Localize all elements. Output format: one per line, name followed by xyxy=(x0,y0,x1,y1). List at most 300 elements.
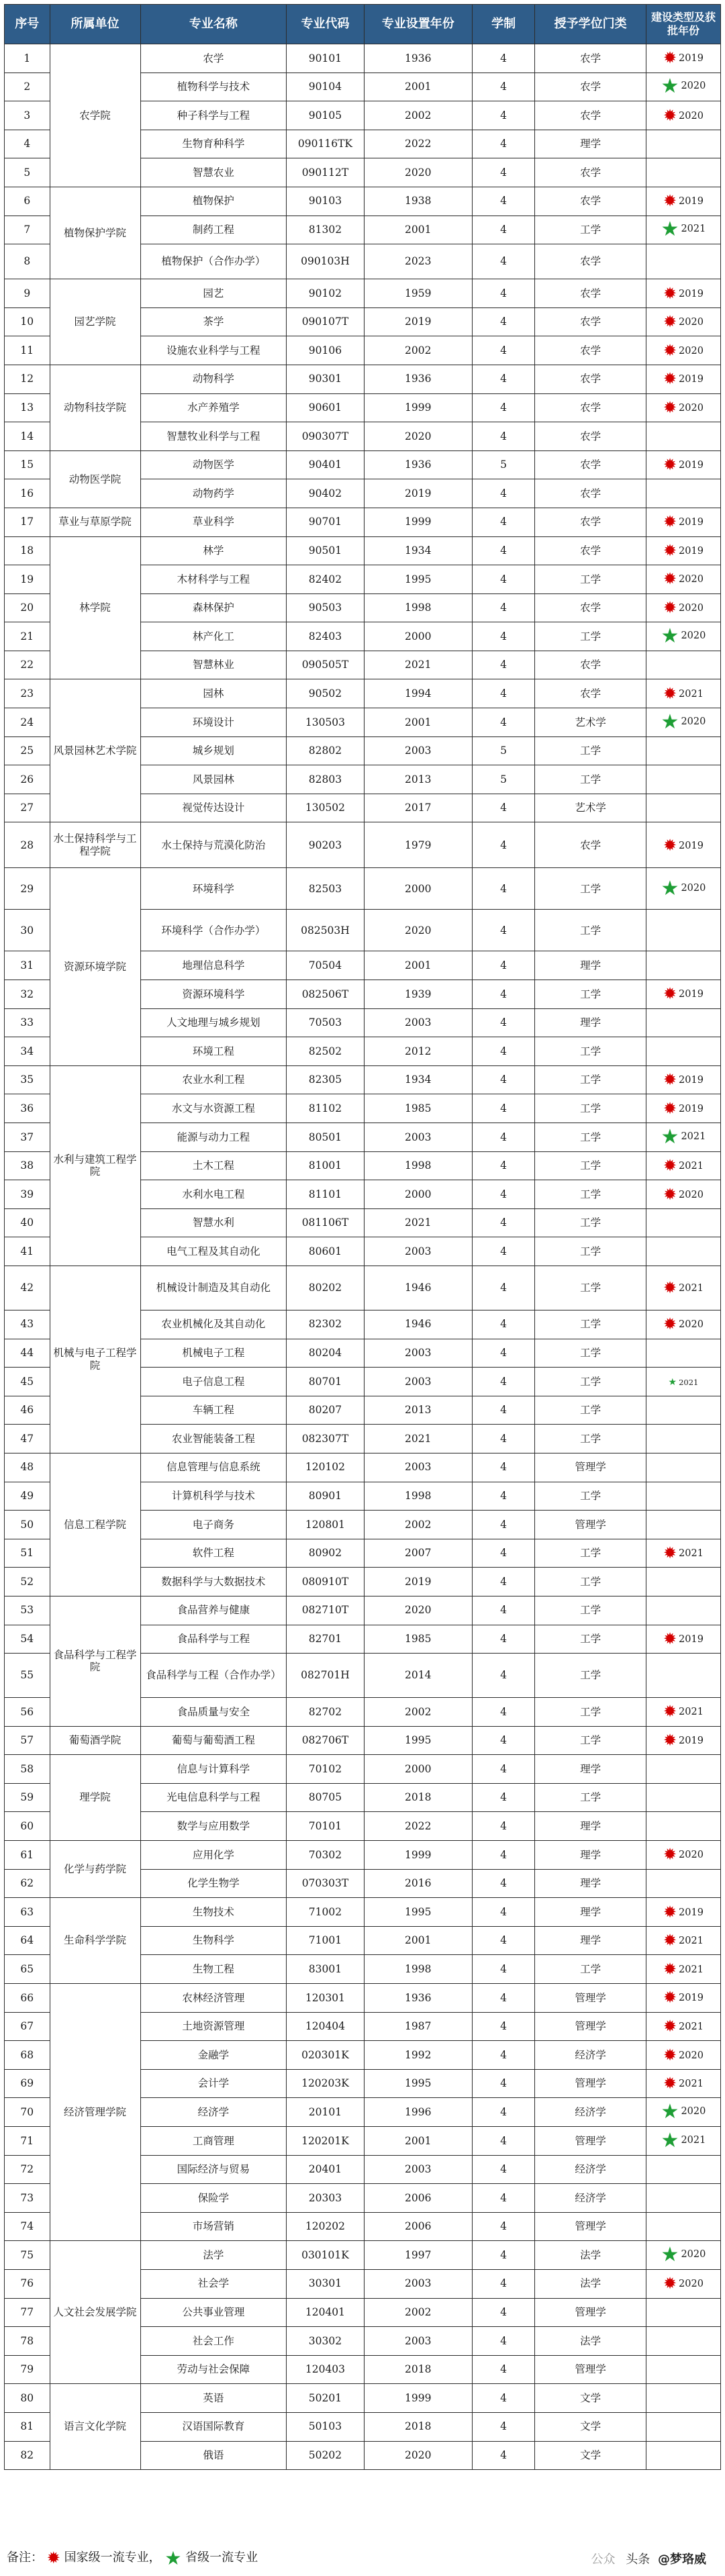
award-year: 2021 xyxy=(679,1548,704,1560)
watermark-text-c: @梦珞威 xyxy=(658,2553,706,2567)
cell-award xyxy=(646,2241,720,2270)
cell-degree: 工学 xyxy=(535,1568,646,1596)
cell-seq: 18 xyxy=(5,536,50,565)
cell-duration: 4 xyxy=(472,2041,535,2070)
cell-award xyxy=(646,794,720,822)
cell-code: 50103 xyxy=(287,2412,364,2441)
cell-award xyxy=(646,736,720,765)
cell-code: 80901 xyxy=(287,1482,364,1511)
cell-major: 信息管理与信息系统 xyxy=(140,1453,287,1482)
cell-year: 2002 xyxy=(364,336,472,365)
cell-award xyxy=(646,1511,720,1539)
cell-award xyxy=(646,393,720,422)
cell-award xyxy=(646,1596,720,1625)
cell-degree: 工学 xyxy=(535,1783,646,1812)
cell-year: 2003 xyxy=(364,1008,472,1037)
cell-award xyxy=(646,1841,720,1870)
cell-year: 1998 xyxy=(364,1151,472,1180)
cell-major: 土地资源管理 xyxy=(140,2012,287,2041)
cell-major: 食品质量与安全 xyxy=(140,1698,287,1727)
cell-award xyxy=(646,980,720,1009)
cell-award xyxy=(646,1396,720,1425)
cell-major: 软件工程 xyxy=(140,1539,287,1568)
cell-seq: 32 xyxy=(5,980,50,1009)
cell-duration: 4 xyxy=(472,679,535,708)
cell-major: 林学 xyxy=(140,536,287,565)
red-asterisk-star-icon: ✹ xyxy=(663,598,677,618)
award-year: 2019 xyxy=(679,196,704,207)
cell-major: 环境工程 xyxy=(140,1037,287,1066)
award-year: 2020 xyxy=(679,402,704,414)
cell-code: 020301K xyxy=(287,2041,364,2070)
cell-degree: 工学 xyxy=(535,1368,646,1396)
red-asterisk-star-icon: ✹ xyxy=(46,2548,60,2567)
cell-duration: 4 xyxy=(472,1266,535,1310)
cell-award xyxy=(646,1339,720,1368)
cell-code: 81101 xyxy=(287,1180,364,1209)
cell-degree: 工学 xyxy=(535,910,646,951)
cell-seq: 50 xyxy=(5,1511,50,1539)
award-year: 2020 xyxy=(679,110,704,122)
cell-award xyxy=(646,187,720,216)
cell-award xyxy=(646,1726,720,1755)
green-star-icon: ★ xyxy=(661,1125,679,1149)
cell-duration: 4 xyxy=(472,910,535,951)
cell-duration: 4 xyxy=(472,101,535,130)
cell-duration: 4 xyxy=(472,1511,535,1539)
cell-unit: 水土保持科学与工程学院 xyxy=(50,822,140,868)
cell-seq: 23 xyxy=(5,679,50,708)
red-asterisk-star-icon: ✹ xyxy=(663,1278,677,1298)
cell-major: 农业智能装备工程 xyxy=(140,1425,287,1453)
cell-duration: 4 xyxy=(472,336,535,365)
cell-duration: 4 xyxy=(472,73,535,101)
cell-award xyxy=(646,1869,720,1898)
green-star-icon: ★ xyxy=(661,710,679,734)
cell-major: 机械设计制造及其自动化 xyxy=(140,1266,287,1310)
table-row xyxy=(5,868,721,910)
cell-duration: 4 xyxy=(472,2269,535,2298)
cell-year: 1936 xyxy=(364,365,472,393)
watermark xyxy=(591,2548,706,2571)
cell-award xyxy=(646,1812,720,1841)
cell-major: 机械电子工程 xyxy=(140,1339,287,1368)
red-asterisk-star-icon: ✹ xyxy=(663,397,677,417)
cell-duration: 4 xyxy=(472,951,535,980)
cell-seq: 52 xyxy=(5,1568,50,1596)
cell-seq: 81 xyxy=(5,2412,50,2441)
award-year: 2020 xyxy=(679,1189,704,1200)
cell-degree: 工学 xyxy=(535,622,646,651)
cell-degree: 工学 xyxy=(535,1123,646,1152)
cell-seq: 69 xyxy=(5,2069,50,2098)
cell-year: 2018 xyxy=(364,1783,472,1812)
red-asterisk-star-icon: ✹ xyxy=(663,1070,677,1090)
cell-code: 081106T xyxy=(287,1208,364,1237)
cell-duration: 4 xyxy=(472,1482,535,1511)
cell-year: 1936 xyxy=(364,44,472,73)
cell-seq: 77 xyxy=(5,2298,50,2327)
cell-year: 1936 xyxy=(364,1984,472,2013)
cell-seq: 51 xyxy=(5,1539,50,1568)
cell-degree: 管理学 xyxy=(535,2298,646,2327)
cell-seq: 34 xyxy=(5,1037,50,1066)
cell-award xyxy=(646,1094,720,1123)
cell-code: 90502 xyxy=(287,679,364,708)
table-row xyxy=(5,1841,721,1870)
cell-seq: 29 xyxy=(5,868,50,910)
cell-degree: 工学 xyxy=(535,1698,646,1727)
award-year: 2021 xyxy=(681,1131,706,1142)
header-code: 专业代码 xyxy=(287,5,364,44)
cell-major: 设施农业科学与工程 xyxy=(140,336,287,365)
cell-degree: 管理学 xyxy=(535,1984,646,2013)
header-award: 建设类型及获批年份 xyxy=(646,5,720,44)
cell-code: 90402 xyxy=(287,479,364,508)
cell-year: 2002 xyxy=(364,1698,472,1727)
table-row xyxy=(5,1596,721,1625)
award-year: 2019 xyxy=(679,288,704,299)
cell-award xyxy=(646,1065,720,1094)
cell-duration: 4 xyxy=(472,2155,535,2184)
cell-duration: 4 xyxy=(472,1151,535,1180)
cell-duration: 4 xyxy=(472,794,535,822)
cell-code: 70102 xyxy=(287,1755,364,1784)
cell-degree: 农学 xyxy=(535,158,646,187)
cell-unit: 农学院 xyxy=(50,44,140,187)
cell-duration: 4 xyxy=(472,536,535,565)
cell-code: 80902 xyxy=(287,1539,364,1568)
cell-major: 植物保护 xyxy=(140,187,287,216)
cell-major: 电气工程及其自动化 xyxy=(140,1237,287,1266)
cell-code: 71001 xyxy=(287,1926,364,1955)
cell-unit: 信息工程学院 xyxy=(50,1453,140,1596)
cell-major: 风景园林 xyxy=(140,765,287,794)
cell-major: 农业机械化及其自动化 xyxy=(140,1310,287,1339)
cell-duration: 4 xyxy=(472,1453,535,1482)
cell-major: 经济学 xyxy=(140,2098,287,2127)
cell-year: 1985 xyxy=(364,1094,472,1123)
green-star-icon: ★ xyxy=(668,1376,677,1388)
cell-major: 劳动与社会保障 xyxy=(140,2355,287,2384)
cell-award xyxy=(646,2327,720,2356)
cell-major: 土木工程 xyxy=(140,1151,287,1180)
cell-award xyxy=(646,708,720,737)
cell-seq: 75 xyxy=(5,2241,50,2270)
cell-major: 园艺 xyxy=(140,279,287,308)
cell-code: 120401 xyxy=(287,2298,364,2327)
cell-year: 1998 xyxy=(364,593,472,622)
cell-year: 1946 xyxy=(364,1310,472,1339)
cell-year: 2020 xyxy=(364,910,472,951)
cell-code: 71002 xyxy=(287,1898,364,1927)
cell-degree: 工学 xyxy=(535,1208,646,1237)
cell-year: 2018 xyxy=(364,2355,472,2384)
cell-code: 80202 xyxy=(287,1266,364,1310)
red-asterisk-star-icon: ✹ xyxy=(663,540,677,560)
cell-degree: 经济学 xyxy=(535,2041,646,2070)
red-asterisk-star-icon: ✹ xyxy=(663,312,677,332)
cell-duration: 4 xyxy=(472,1625,535,1654)
cell-award xyxy=(646,307,720,336)
cell-seq: 42 xyxy=(5,1266,50,1310)
cell-award xyxy=(646,868,720,910)
header-unit: 所属单位 xyxy=(50,5,140,44)
cell-unit: 食品科学与工程学院 xyxy=(50,1596,140,1726)
red-asterisk-star-icon: ✹ xyxy=(663,1543,677,1563)
cell-duration: 4 xyxy=(472,1310,535,1339)
cell-year: 1995 xyxy=(364,565,472,594)
cell-duration: 4 xyxy=(472,1568,535,1596)
cell-major: 环境设计 xyxy=(140,708,287,737)
award-year: 2019 xyxy=(679,517,704,528)
cell-degree: 农学 xyxy=(535,651,646,679)
cell-award xyxy=(646,130,720,158)
cell-seq: 27 xyxy=(5,794,50,822)
cell-code: 090116TK xyxy=(287,130,364,158)
cell-duration: 4 xyxy=(472,2412,535,2441)
table-row xyxy=(5,450,721,479)
cell-duration: 4 xyxy=(472,1425,535,1453)
cell-degree: 工学 xyxy=(535,1237,646,1266)
cell-code: 90301 xyxy=(287,365,364,393)
footer-green-label: 省级一流专业 xyxy=(185,2550,258,2565)
cell-major: 资源环境科学 xyxy=(140,980,287,1009)
cell-seq: 55 xyxy=(5,1654,50,1698)
cell-award xyxy=(646,1539,720,1568)
cell-duration: 4 xyxy=(472,1869,535,1898)
cell-award xyxy=(646,951,720,980)
cell-duration: 4 xyxy=(472,2441,535,2470)
award-year: 2020 xyxy=(681,630,706,642)
cell-seq: 6 xyxy=(5,187,50,216)
award-year: 2020 xyxy=(679,345,704,356)
cell-year: 2013 xyxy=(364,765,472,794)
award-year: 2021 xyxy=(679,1964,704,1975)
cell-code: 70101 xyxy=(287,1812,364,1841)
red-asterisk-star-icon: ✹ xyxy=(663,1959,677,1978)
cell-seq: 16 xyxy=(5,479,50,508)
cell-duration: 4 xyxy=(472,279,535,308)
cell-year: 2022 xyxy=(364,130,472,158)
cell-seq: 4 xyxy=(5,130,50,158)
cell-code: 82302 xyxy=(287,1310,364,1339)
cell-duration: 4 xyxy=(472,44,535,73)
cell-duration: 4 xyxy=(472,622,535,651)
cell-seq: 78 xyxy=(5,2327,50,2356)
cell-award xyxy=(646,2355,720,2384)
cell-award xyxy=(646,1237,720,1266)
award-year: 2021 xyxy=(679,1936,704,1947)
cell-award xyxy=(646,1368,720,1396)
cell-major: 汉语国际教育 xyxy=(140,2412,287,2441)
cell-year: 1934 xyxy=(364,536,472,565)
cell-degree: 农学 xyxy=(535,508,646,536)
cell-seq: 37 xyxy=(5,1123,50,1152)
cell-year: 2001 xyxy=(364,73,472,101)
watermark-text-a: 公众 xyxy=(591,2553,616,2567)
cell-degree: 工学 xyxy=(535,1151,646,1180)
cell-seq: 2 xyxy=(5,73,50,101)
cell-year: 2002 xyxy=(364,101,472,130)
cell-major: 葡萄与葡萄酒工程 xyxy=(140,1726,287,1755)
cell-duration: 4 xyxy=(472,365,535,393)
award-year: 2020 xyxy=(681,2249,706,2260)
cell-degree: 农学 xyxy=(535,336,646,365)
cell-duration: 4 xyxy=(472,1180,535,1209)
award-year: 2020 xyxy=(681,2106,706,2117)
cell-code: 070303T xyxy=(287,1869,364,1898)
cell-duration: 4 xyxy=(472,2069,535,2098)
cell-duration: 4 xyxy=(472,1926,535,1955)
cell-seq: 63 xyxy=(5,1898,50,1927)
cell-duration: 4 xyxy=(472,2355,535,2384)
cell-code: 090107T xyxy=(287,307,364,336)
cell-seq: 74 xyxy=(5,2212,50,2241)
cell-duration: 4 xyxy=(472,1698,535,1727)
award-year: 2020 xyxy=(679,574,704,585)
cell-year: 2014 xyxy=(364,1654,472,1698)
award-year: 2020 xyxy=(679,1850,704,1861)
cell-seq: 60 xyxy=(5,1812,50,1841)
cell-degree: 工学 xyxy=(535,1396,646,1425)
cell-seq: 21 xyxy=(5,622,50,651)
cell-major: 信息与计算科学 xyxy=(140,1755,287,1784)
cell-code: 120404 xyxy=(287,2012,364,2041)
cell-seq: 15 xyxy=(5,450,50,479)
cell-seq: 36 xyxy=(5,1094,50,1123)
cell-year: 2003 xyxy=(364,1237,472,1266)
cell-year: 2003 xyxy=(364,1123,472,1152)
red-asterisk-star-icon: ✹ xyxy=(663,2017,677,2036)
cell-major: 电子商务 xyxy=(140,1511,287,1539)
cell-major: 智慧林业 xyxy=(140,651,287,679)
cell-degree: 农学 xyxy=(535,44,646,73)
cell-major: 食品营养与健康 xyxy=(140,1596,287,1625)
cell-award xyxy=(646,536,720,565)
award-year: 2019 xyxy=(679,1735,704,1747)
cell-code: 80207 xyxy=(287,1396,364,1425)
cell-award xyxy=(646,1037,720,1066)
cell-code: 120202 xyxy=(287,2212,364,2241)
award-year: 2020 xyxy=(679,1319,704,1331)
cell-major: 计算机科学与技术 xyxy=(140,1482,287,1511)
footer-prefix: 备注： xyxy=(7,2550,43,2565)
cell-duration: 4 xyxy=(472,1368,535,1396)
cell-code: 82402 xyxy=(287,565,364,594)
cell-degree: 管理学 xyxy=(535,1453,646,1482)
cell-duration: 4 xyxy=(472,2012,535,2041)
cell-year: 2000 xyxy=(364,622,472,651)
cell-seq: 40 xyxy=(5,1208,50,1237)
cell-award xyxy=(646,1008,720,1037)
cell-code: 082710T xyxy=(287,1596,364,1625)
cell-code: 120102 xyxy=(287,1453,364,1482)
award-year: 2019 xyxy=(679,53,704,64)
red-asterisk-star-icon: ✹ xyxy=(663,369,677,389)
cell-code: 090103H xyxy=(287,244,364,279)
cell-year: 2019 xyxy=(364,307,472,336)
cell-degree: 工学 xyxy=(535,1726,646,1755)
award-year: 2020 xyxy=(679,2050,704,2061)
cell-degree: 农学 xyxy=(535,479,646,508)
cell-degree: 工学 xyxy=(535,1625,646,1654)
cell-degree: 工学 xyxy=(535,1482,646,1511)
award-year: 2021 xyxy=(679,688,704,700)
cell-code: 82503 xyxy=(287,868,364,910)
cell-unit: 葡萄酒学院 xyxy=(50,1726,140,1755)
cell-year: 1938 xyxy=(364,187,472,216)
cell-seq: 45 xyxy=(5,1368,50,1396)
cell-duration: 4 xyxy=(472,1208,535,1237)
cell-duration: 4 xyxy=(472,1596,535,1625)
header-degree: 授予学位门类 xyxy=(535,5,646,44)
cell-award xyxy=(646,479,720,508)
cell-degree: 农学 xyxy=(535,101,646,130)
cell-seq: 33 xyxy=(5,1008,50,1037)
cell-degree: 工学 xyxy=(535,1310,646,1339)
cell-seq: 68 xyxy=(5,2041,50,2070)
cell-major: 英语 xyxy=(140,2384,287,2413)
cell-degree: 经济学 xyxy=(535,2098,646,2127)
cell-year: 1992 xyxy=(364,2041,472,2070)
cell-code: 130503 xyxy=(287,708,364,737)
cell-duration: 4 xyxy=(472,307,535,336)
cell-major: 社会学 xyxy=(140,2269,287,2298)
header-duration: 学制 xyxy=(472,5,535,44)
cell-duration: 4 xyxy=(472,244,535,279)
cell-award xyxy=(646,565,720,594)
cell-code: 090112T xyxy=(287,158,364,187)
award-year: 2021 xyxy=(679,2079,704,2090)
award-year: 2020 xyxy=(681,716,706,727)
red-asterisk-star-icon: ✹ xyxy=(663,984,677,1004)
cell-degree: 农学 xyxy=(535,679,646,708)
cell-degree: 法学 xyxy=(535,2327,646,2356)
award-year: 2020 xyxy=(679,603,704,614)
cell-seq: 8 xyxy=(5,244,50,279)
cell-seq: 20 xyxy=(5,593,50,622)
cell-degree: 管理学 xyxy=(535,1511,646,1539)
cell-duration: 4 xyxy=(472,1237,535,1266)
table-row xyxy=(5,822,721,868)
cell-duration: 4 xyxy=(472,393,535,422)
cell-award xyxy=(646,2041,720,2070)
table-row xyxy=(5,365,721,393)
cell-major: 种子科学与工程 xyxy=(140,101,287,130)
cell-seq: 56 xyxy=(5,1698,50,1727)
cell-award xyxy=(646,1625,720,1654)
green-star-icon: ★ xyxy=(661,2100,679,2124)
cell-major: 植物科学与技术 xyxy=(140,73,287,101)
cell-code: 80501 xyxy=(287,1123,364,1152)
green-star-icon: ★ xyxy=(661,218,679,242)
red-asterisk-star-icon: ✹ xyxy=(663,1845,677,1864)
cell-major: 智慧水利 xyxy=(140,1208,287,1237)
cell-year: 2006 xyxy=(364,2212,472,2241)
cell-year: 1999 xyxy=(364,393,472,422)
cell-code: 090307T xyxy=(287,422,364,451)
cell-year: 2001 xyxy=(364,1926,472,1955)
cell-award xyxy=(646,2127,720,2156)
cell-degree: 农学 xyxy=(535,187,646,216)
cell-code: 82502 xyxy=(287,1037,364,1066)
cell-year: 2020 xyxy=(364,2441,472,2470)
cell-degree: 工学 xyxy=(535,1266,646,1310)
cell-duration: 4 xyxy=(472,1898,535,1927)
cell-award xyxy=(646,910,720,951)
majors-table-container xyxy=(4,4,721,2470)
